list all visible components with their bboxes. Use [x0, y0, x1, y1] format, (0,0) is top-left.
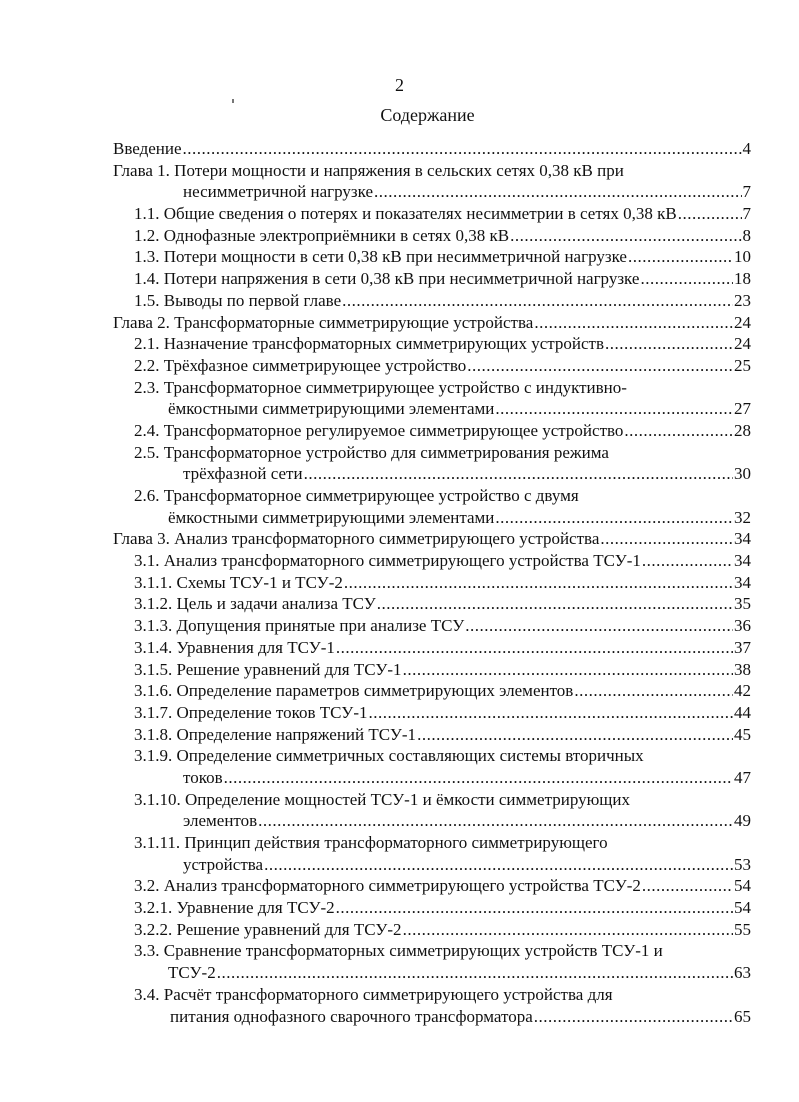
toc-entry: [113, 138, 751, 160]
toc-dot-leader: [336, 637, 733, 659]
toc-entry-label: 1.1. Общие сведения о потерях и показателях несимметрии в сетях 0,38 кВ: [134, 204, 677, 224]
toc-entry-label: 3.1.3. Допущения принятые при анализе ТСУ: [134, 616, 465, 636]
table-of-contents: [113, 138, 751, 1027]
toc-entry: [113, 225, 751, 247]
toc-entry-page: 42: [734, 681, 751, 701]
toc-entry: [113, 767, 751, 789]
toc-entry-page: 7: [742, 204, 751, 224]
toc-dot-leader: [465, 615, 733, 637]
toc-entry: [113, 181, 751, 203]
toc-entry: [113, 962, 751, 984]
toc-entry-label: 2.2. Трёхфазное симметрирующее устройство: [134, 355, 467, 375]
toc-dot-leader: [510, 225, 741, 247]
toc-entry-label: 3.3. Сравнение трансформаторных симметрирующих устройств ТСУ-1 и: [134, 941, 663, 961]
toc-dot-leader: [336, 897, 733, 919]
toc-entry: [113, 615, 751, 637]
toc-entry: [113, 268, 751, 290]
toc-entry: [113, 789, 751, 811]
toc-entry-page: 18: [734, 269, 751, 289]
toc-entry-label: 1.5. Выводы по первой главе: [134, 290, 342, 310]
toc-dot-leader: [574, 680, 733, 702]
toc-entry-label: Глава 1. Потери мощности и напряжения в сельских сетях 0,38 кВ при: [113, 160, 624, 180]
toc-entry: [113, 875, 751, 897]
toc-entry-label: 3.1.4. Уравнения для ТСУ-1: [134, 637, 335, 657]
toc-dot-leader: [374, 181, 742, 203]
toc-entry-page: 34: [734, 551, 751, 571]
toc-entry: [113, 485, 751, 507]
toc-entry: [113, 680, 751, 702]
toc-entry-page: 7: [742, 182, 751, 202]
toc-entry-label: 3.1.6. Определение параметров симметрирующих элементов: [134, 681, 574, 701]
toc-dot-leader: [304, 463, 733, 485]
toc-entry: [113, 984, 751, 1006]
toc-entry-label: токов: [183, 767, 223, 787]
toc-dot-leader: [534, 312, 733, 334]
toc-entry: [113, 507, 751, 529]
toc-entry-label: 1.4. Потери напряжения в сети 0,38 кВ при несимметричной нагрузке: [134, 269, 640, 289]
toc-dot-leader: [264, 854, 733, 876]
toc-entry: [113, 377, 751, 399]
toc-entry-page: 37: [734, 637, 751, 657]
toc-entry-label: 3.2.2. Решение уравнений для ТСУ-2: [134, 919, 402, 939]
toc-entry-label: трёхфазной сети: [183, 464, 303, 484]
toc-entry: [113, 398, 751, 420]
toc-entry-page: 23: [734, 290, 751, 310]
toc-entry: [113, 1006, 751, 1028]
toc-entry: [113, 940, 751, 962]
toc-entry-label: 3.1.10. Определение мощностей ТСУ-1 и ёмкости симметрирующих: [134, 789, 630, 809]
toc-entry-label: 3.1.11. Принцип действия трансформаторного симметрирующего: [134, 833, 608, 852]
toc-entry: [113, 160, 751, 182]
toc-entry: [113, 333, 751, 355]
toc-entry-label: 3.1.7. Определение токов ТСУ-1: [134, 702, 368, 722]
toc-entry: [113, 919, 751, 941]
toc-entry-page: 27: [734, 399, 751, 419]
toc-entry-page: 65: [734, 1006, 751, 1026]
toc-dot-leader: [403, 919, 733, 941]
toc-entry-page: 47: [734, 767, 751, 787]
toc-entry: [113, 724, 751, 746]
toc-entry-label: Глава 3. Анализ трансформаторного симметрирующего устройства: [113, 529, 600, 549]
toc-entry: [113, 290, 751, 312]
page-number: 2: [395, 75, 404, 95]
toc-entry: [113, 420, 751, 442]
toc-entry: [113, 442, 751, 464]
toc-entry-page: 30: [734, 464, 751, 484]
toc-entry-page: 53: [734, 854, 751, 874]
toc-entry-page: 44: [734, 702, 751, 722]
toc-entry-label: 3.1.8. Определение напряжений ТСУ-1: [134, 724, 417, 744]
toc-entry-page: 54: [734, 876, 751, 896]
toc-dot-leader: [642, 550, 733, 572]
toc-dot-leader: [342, 290, 733, 312]
toc-entry: [113, 832, 751, 854]
toc-entry-page: 25: [734, 355, 751, 375]
toc-entry: [113, 745, 751, 767]
toc-entry-label: 2.5. Трансформаторное устройство для симметрирования режима: [134, 442, 609, 462]
toc-entry-label: 3.1.1. Схемы ТСУ-1 и ТСУ-2: [134, 572, 343, 592]
toc-entry-page: 10: [734, 247, 751, 267]
toc-entry-page: 8: [742, 225, 751, 245]
toc-entry: [113, 463, 751, 485]
toc-entry: [113, 572, 751, 594]
toc-entry-label: Глава 2. Трансформаторные симметрирующие устройства: [113, 312, 534, 332]
toc-entry-page: 34: [734, 572, 751, 592]
toc-entry-page: 63: [734, 963, 751, 983]
toc-entry-label: 3.2.1. Уравнение для ТСУ-2: [134, 898, 335, 918]
toc-entry-label: 2.3. Трансформаторное симметрирующее устройство с индуктивно-: [134, 377, 627, 397]
toc-entry: [113, 897, 751, 919]
toc-entry-page: 55: [734, 919, 751, 939]
toc-dot-leader: [368, 702, 733, 724]
toc-entry: [113, 312, 751, 334]
toc-entry: [113, 659, 751, 681]
toc-dot-leader: [534, 1006, 733, 1028]
toc-entry-label: несимметричной нагрузке: [183, 182, 373, 202]
toc-dot-leader: [624, 420, 733, 442]
toc-dot-leader: [495, 398, 733, 420]
toc-entry-label: ёмкостными симметрирующими элементами: [168, 399, 495, 419]
toc-entry: [113, 550, 751, 572]
toc-dot-leader: [183, 138, 742, 160]
toc-entry-label: 3.2. Анализ трансформаторного симметрирующего устройства ТСУ-2: [134, 876, 641, 896]
toc-entry-label: 1.3. Потери мощности в сети 0,38 кВ при несимметричной нагрузке: [134, 247, 627, 267]
toc-dot-leader: [605, 333, 733, 355]
toc-entry-page: 4: [742, 139, 751, 158]
toc-entry-label: элементов: [183, 811, 258, 831]
toc-dot-leader: [678, 203, 742, 225]
toc-entry: [113, 246, 751, 268]
toc-entry-page: 38: [734, 659, 751, 679]
toc-entry-label: 2.6. Трансформаторное симметрирующее устройство с двумя: [134, 486, 579, 505]
toc-entry-label: ТСУ-2: [168, 963, 216, 983]
toc-dot-leader: [467, 355, 733, 377]
toc-entry: [113, 593, 751, 615]
toc-entry-page: 35: [734, 594, 751, 614]
toc-entry: [113, 203, 751, 225]
toc-dot-leader: [417, 724, 733, 746]
toc-entry-page: 45: [734, 724, 751, 744]
scan-artifact: [232, 99, 234, 103]
toc-entry: [113, 702, 751, 724]
toc-entry-page: 24: [734, 312, 751, 332]
toc-entry-label: 3.1. Анализ трансформаторного симметрирующего устройства ТСУ-1: [134, 551, 641, 571]
toc-dot-leader: [344, 572, 733, 594]
toc-entry: [113, 637, 751, 659]
toc-entry-page: 49: [734, 811, 751, 831]
toc-entry-page: 36: [734, 616, 751, 636]
toc-entry-page: 24: [734, 334, 751, 354]
toc-entry-label: Введение: [113, 139, 182, 158]
toc-dot-leader: [217, 962, 733, 984]
toc-entry-label: питания однофазного сварочного трансформатора: [170, 1006, 533, 1026]
toc-entry: [113, 854, 751, 876]
toc-entry: [113, 355, 751, 377]
toc-entry-page: 54: [734, 898, 751, 918]
toc-entry-label: устройства: [183, 854, 264, 874]
toc-entry-label: 2.1. Назначение трансформаторных симметрирующих устройств: [134, 334, 604, 354]
toc-dot-leader: [600, 528, 733, 550]
toc-dot-leader: [403, 659, 733, 681]
toc-dot-leader: [377, 593, 733, 615]
toc-title: Содержание: [380, 105, 475, 125]
toc-entry-label: 1.2. Однофазные электроприёмники в сетях 0,38 кВ: [134, 225, 510, 245]
toc-dot-leader: [495, 507, 733, 529]
toc-entry-label: ёмкостными симметрирующими элементами: [168, 507, 495, 527]
toc-dot-leader: [640, 268, 733, 290]
toc-entry: [113, 810, 751, 832]
toc-entry-page: 28: [734, 420, 751, 440]
toc-dot-leader: [642, 875, 733, 897]
toc-dot-leader: [224, 767, 733, 789]
toc-entry-label: 3.1.9. Определение симметричных составляющих системы вторичных: [134, 746, 644, 766]
toc-entry-label: 2.4. Трансформаторное регулируемое симметрирующее устройство: [134, 420, 624, 440]
toc-dot-leader: [628, 246, 733, 268]
toc-entry-page: 34: [734, 529, 751, 549]
toc-entry: [113, 528, 751, 550]
toc-entry-label: 3.1.5. Решение уравнений для ТСУ-1: [134, 659, 402, 679]
toc-entry-page: 32: [734, 507, 751, 527]
toc-entry-label: 3.1.2. Цель и задачи анализа ТСУ: [134, 594, 376, 614]
toc-entry-label: 3.4. Расчёт трансформаторного симметрирующего устройства для: [134, 984, 613, 1004]
toc-dot-leader: [258, 810, 733, 832]
